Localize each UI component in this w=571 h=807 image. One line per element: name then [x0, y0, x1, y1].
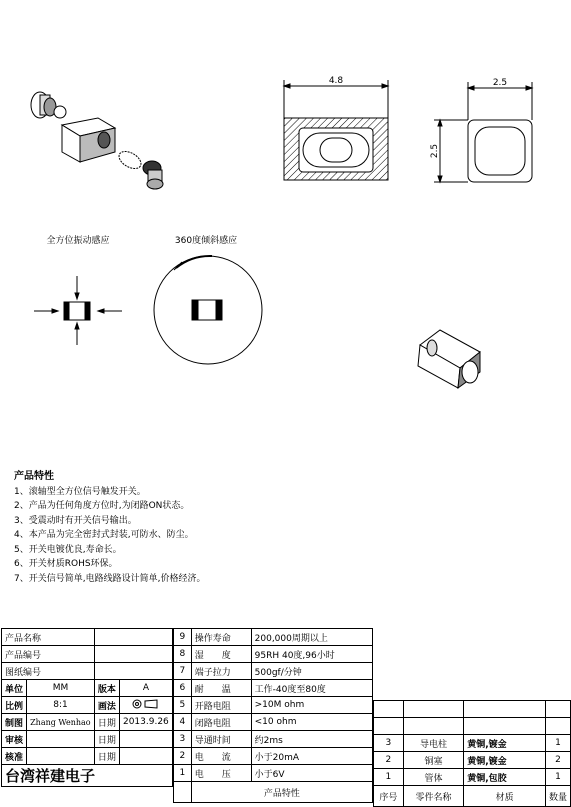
product-name-label: 产品名称: [2, 629, 95, 646]
spec-row: [174, 663, 373, 680]
vibration-label: 全方位振动感应: [46, 236, 110, 246]
spec-value: <10 ohm: [251, 714, 372, 731]
spec-no: 4: [174, 714, 192, 731]
spec-name: 开路电阻: [191, 697, 251, 714]
spec-no: 3: [174, 731, 192, 748]
parts-table: [373, 700, 571, 807]
part-qty: 2: [545, 752, 570, 769]
feature-item: 2、产品为任何角度方位时,为闭路ON状态。: [14, 501, 190, 511]
spec-name: 端子拉力: [191, 663, 251, 680]
spec-name: 操作寿命: [191, 629, 251, 646]
parts-row: [374, 752, 571, 769]
spec-table: [173, 628, 373, 803]
spec-no: 2: [174, 748, 192, 765]
company-name: 台湾祥建电子: [2, 765, 173, 787]
parts-header-qty: 数量: [545, 786, 570, 807]
product-features: [14, 470, 205, 586]
spec-value: >10M ohm: [251, 697, 372, 714]
spec-name: 湿 度: [191, 646, 251, 663]
part-seq: 1: [374, 769, 404, 786]
date-value: 2013.9.26: [119, 714, 172, 731]
assembled-view: [418, 330, 480, 388]
spec-no: 9: [174, 629, 192, 646]
method-label: 画法: [94, 697, 119, 714]
spec-value: 500gf/分钟: [251, 663, 372, 680]
product-no-label: 产品编号: [2, 646, 95, 663]
spec-no: 1: [174, 765, 192, 782]
tilt-diagram: [154, 234, 262, 364]
drawn-label: 制图: [2, 714, 27, 731]
cross-section-view: [284, 76, 388, 180]
part-qty: 1: [545, 735, 570, 752]
spec-footer: 产品特性: [191, 782, 372, 803]
spec-value: 小于20mA: [251, 748, 372, 765]
parts-row: [374, 735, 571, 752]
part-name: 铜塞: [403, 752, 463, 769]
spec-row: [174, 646, 373, 663]
part-seq: 2: [374, 752, 404, 769]
spec-value: 小于6V: [251, 765, 372, 782]
parts-header-material: 材质: [464, 786, 546, 807]
date-label: 日期: [94, 714, 119, 731]
spec-name: 电 流: [191, 748, 251, 765]
unit-value: MM: [27, 680, 95, 697]
part-qty: 1: [545, 769, 570, 786]
feature-item: 4、本产品为完全密封式封装,可防水、防尘。: [14, 530, 194, 540]
date-label: 日期: [94, 731, 119, 748]
part-material: 黄铜,镀金: [464, 735, 546, 752]
feature-item: 3、受震动时有开关信号输出。: [14, 515, 137, 526]
spec-name: 导通时间: [191, 731, 251, 748]
approve-label: 核准: [2, 748, 27, 765]
feature-item: 1、滚轴型全方位信号触发开关。: [14, 486, 146, 497]
feature-item: 7、开关信号简单,电路线路设计简单,价格经济。: [14, 573, 206, 584]
spec-row: [174, 714, 373, 731]
check-label: 审核: [2, 731, 27, 748]
spec-row: [174, 697, 373, 714]
version-value: A: [119, 680, 172, 697]
end-view: [430, 78, 532, 182]
tilt-label: 360度倾斜感应: [174, 236, 238, 246]
spec-name: 耐 温: [191, 680, 251, 697]
parts-header-seq: 序号: [374, 786, 404, 807]
part-seq: 3: [374, 735, 404, 752]
spec-row: [174, 731, 373, 748]
exploded-view: [31, 92, 163, 189]
features-title: 产品特性: [14, 471, 54, 482]
scale-label: 比例: [2, 697, 27, 714]
spec-value: 工作-40度至80度: [251, 680, 372, 697]
feature-item: 5、开关电镀优良,寿命长。: [14, 544, 122, 555]
parts-header-name: 零件名称: [403, 786, 463, 807]
spec-name: 闭路电阻: [191, 714, 251, 731]
projection-symbol: [119, 697, 172, 714]
dim-height: 2.5: [430, 143, 440, 159]
projection-icon: [132, 699, 160, 709]
spec-row: [174, 680, 373, 697]
spec-row: [174, 765, 373, 782]
part-material: 黄铜,包胶: [464, 769, 546, 786]
spec-no: 8: [174, 646, 192, 663]
spec-value: 约2ms: [251, 731, 372, 748]
unit-label: 单位: [2, 680, 27, 697]
spec-no: 6: [174, 680, 192, 697]
date-label: 日期: [94, 748, 119, 765]
dim-width: 4.8: [328, 76, 344, 86]
title-block: [1, 628, 173, 787]
part-name: 管体: [403, 769, 463, 786]
spec-no: 5: [174, 697, 192, 714]
part-name: 导电柱: [403, 735, 463, 752]
vibration-diagram: [34, 234, 122, 345]
parts-row: [374, 769, 571, 786]
spec-no: 7: [174, 663, 192, 680]
part-material: 黄铜,镀金: [464, 752, 546, 769]
spec-value: 95RH 40度,96小时: [251, 646, 372, 663]
spec-row: [174, 629, 373, 646]
spec-value: 200,000周期以上: [251, 629, 372, 646]
drawing-no-label: 图纸编号: [2, 663, 95, 680]
spec-row: [174, 748, 373, 765]
scale-value: 8:1: [27, 697, 95, 714]
spec-name: 电 压: [191, 765, 251, 782]
feature-item: 6、开关材质ROHS环保。: [14, 559, 118, 569]
drawn-value: Zhang Wenhao: [27, 714, 95, 731]
dim-side: 2.5: [492, 78, 508, 88]
version-label: 版本: [94, 680, 119, 697]
